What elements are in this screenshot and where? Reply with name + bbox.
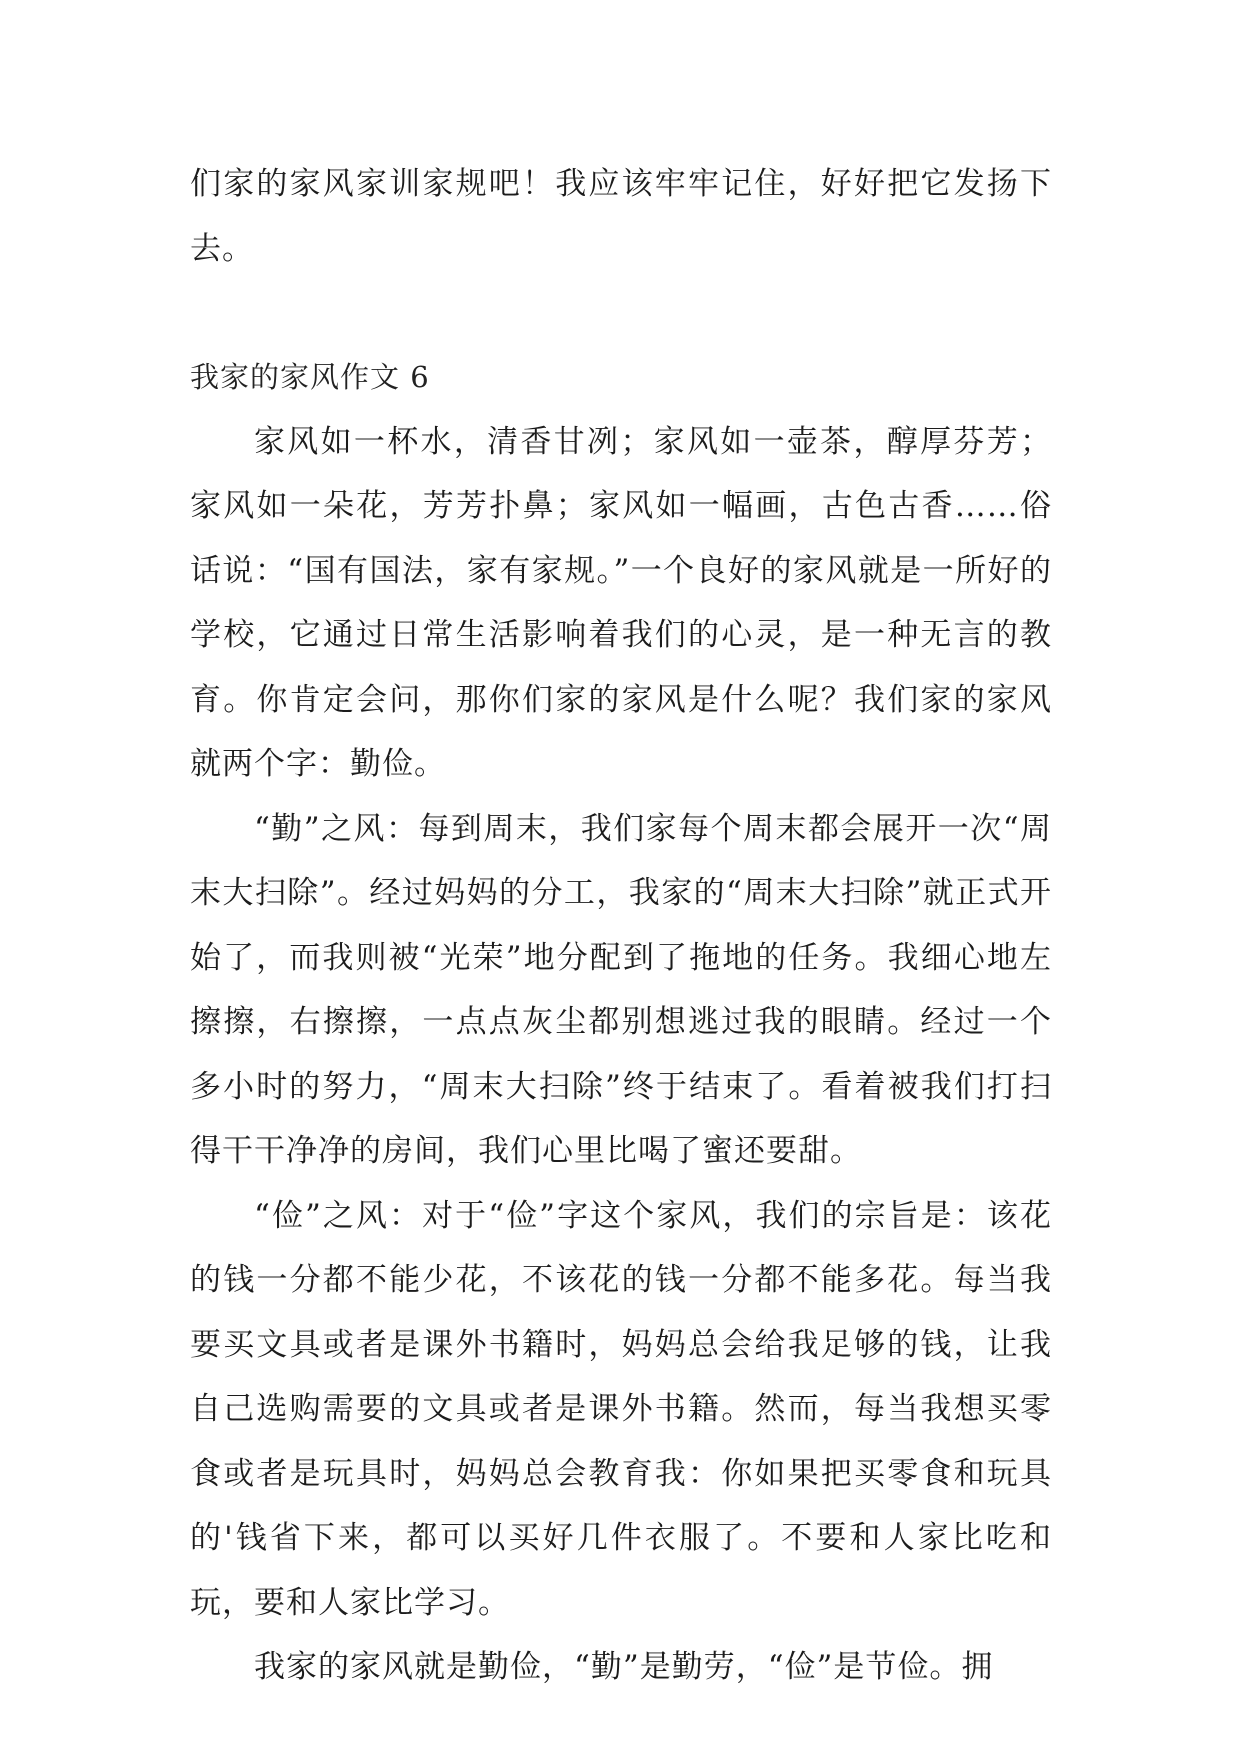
paragraph-intro: 家风如一杯水，清香甘冽；家风如一壶茶，醇厚芬芳；家风如一朵花，芳芳扑鼻；家风如一幅画，古色古香……俗话说：“国有国法，家有家规。”一个良好的家风就是一所好的学校，它通过日常生活影响着我们的心灵，是一种无言的教育。你肯定会问，那你们家的家风是什么呢？我们家的家风就两个字：勤俭。 bbox=[190, 423, 1052, 782]
paragraph-conclusion: 我家的家风就是勤俭，“勤”是勤劳，“俭”是节俭。拥 bbox=[254, 1649, 994, 1685]
paragraph-diligence: “勤”之风：每到周末，我们家每个周末都会展开一次“周末大扫除”。经过妈妈的分工，我家的“周末大扫除”就正式开始了，而我则被“光荣”地分配到了拖地的任务。我细心地左擦擦，右擦擦，一点点灰尘都别想逃过我的眼睛。经过一个多小时的努力，“周末大扫除”终于结束了。看着被我们打扫得干干净净的房间，我们心里比喝了蜜还要甜。 bbox=[190, 810, 1052, 1169]
paragraph-frugality: “俭”之风：对于“俭”字这个家风，我们的宗旨是：该花的钱一分都不能少花，不该花的钱一分都不能多花。每当我要买文具或者是课外书籍时，妈妈总会给我足够的钱，让我自己选购需要的文具或者是课外书籍。然而，每当我想买零食或者是玩具时，妈妈总会教育我：你如果把买零食和玩具的'钱省下来，都可以买好几件衣服了。不要和人家比吃和玩，要和人家比学习。 bbox=[190, 1197, 1052, 1621]
document-body bbox=[190, 152, 1052, 1700]
section-title: 我家的家风作文 6 bbox=[190, 360, 430, 394]
intro-tail-paragraph: 们家的家风家训家规吧！我应该牢牢记住，好好把它发扬下去。 bbox=[190, 166, 1052, 267]
